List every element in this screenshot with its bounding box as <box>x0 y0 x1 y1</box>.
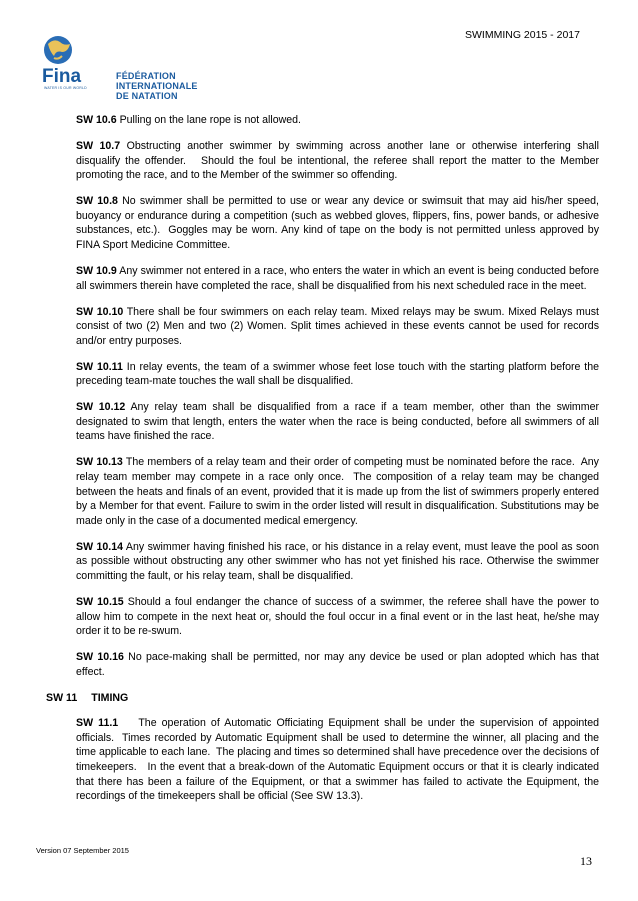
rule-text: Any swimmer having finished his race, or his distance in a relay event, must leave the pool as soon as possible without obstructing any other swimmer who has not yet finished his race. Otherwise the swimmer committing the fault, or his relay team, shall be disqualified. <box>76 540 602 582</box>
document-body <box>46 113 602 815</box>
rule-text: No pace-making shall be permitted, nor may any device be used or plan adopted which has that effect. <box>76 651 602 678</box>
section-title: TIMING <box>91 691 129 704</box>
rule-text: There shall be four swimmers on each relay team. Mixed relays may be swum. Mixed Relays must consist of two (2) Men and two (2) Women. Split times achieved in these events cannot be used for records and/or entry purposes. <box>76 305 602 347</box>
rule-paragraph <box>76 360 602 389</box>
rule-paragraph <box>76 139 602 183</box>
rule-id: SW 10.6 <box>76 114 117 126</box>
rule-text: Any relay team shall be disqualified from a race if a team member, other than the swimmer designated to swim that length, enters the water when the race is being conducted, before all swimmers of all teams have finished the race. <box>76 401 602 443</box>
rule-paragraph <box>76 650 602 679</box>
version-footer: Version 07 September 2015 <box>36 846 129 855</box>
rule-paragraph <box>76 716 602 804</box>
rule-paragraph <box>76 113 599 128</box>
fina-abbrev: Fina <box>42 66 82 87</box>
rule-text: Any swimmer not entered in a race, who enters the water in which an event is being conducted before all swimmers therein have completed the race, shall be disqualified from his next scheduled race in the meet. <box>76 264 602 292</box>
rule-id: SW 10.14 <box>76 540 124 553</box>
rule-paragraph <box>76 194 602 252</box>
logo-text: FÉDÉRATION INTERNATIONALE DE NATATION <box>116 71 198 101</box>
rule-paragraph <box>76 455 602 528</box>
rule-id: SW 10.16 <box>76 651 124 664</box>
rule-id: SW 11.1 <box>76 717 119 730</box>
rule-id: SW 10.7 <box>76 139 121 152</box>
rule-paragraph <box>76 305 602 349</box>
rule-id: SW 10.9 <box>76 264 117 277</box>
rule-id: SW 10.8 <box>76 195 118 208</box>
rule-text: No swimmer shall be permitted to use or wear any device or swimsuit that may aid his/her speed, buoyancy or endurance during a competition (such as webbed gloves, flippers, fins, power bands, or adhesive substances, etc.). Goggles may be worn. Any kind of tape on the body is not permitted unless approved by FINA Sport Medicine Committee. <box>76 195 602 251</box>
rule-id: SW 10.10 <box>76 305 124 318</box>
rule-paragraph <box>76 400 602 444</box>
rule-text: The members of a relay team and their order of competing must be nominated before the race. Any relay team member may compete in a race only once. The composition of a relay team may be changed between the heats and finals of an event, provided that it is made up from the list of swimmers properly entered by a Member for that event. Failure to swim in the order listed will result in disqualification. Substitutions may be made only in the case of a documented medical emergency. <box>76 456 602 527</box>
rule-id: SW 10.11 <box>76 360 123 373</box>
rule-id: SW 10.12 <box>76 401 126 414</box>
rule-paragraph <box>76 595 602 639</box>
page-number: 13 <box>580 854 592 868</box>
rule-text: Pulling on the lane rope is not allowed. <box>119 114 301 126</box>
rule-paragraph <box>76 540 602 584</box>
rule-text: Should a foul endanger the chance of success of a swimmer, the referee shall have the power to allow him to compete in the next heat or, should the foul occur in a final event or in the last heat, he/she may order it to be re-swum. <box>76 595 602 638</box>
running-title: SWIMMING 2015 - 2017 <box>465 29 580 41</box>
rule-id: SW 10.15 <box>76 595 124 608</box>
section-heading <box>46 691 569 706</box>
rule-text: In relay events, the team of a swimmer whose feet lose touch with the starting platform before the preceding team-mate touches the wall shall be disqualified. <box>76 360 602 388</box>
section-rules-list <box>76 716 602 804</box>
rule-text: The operation of Automatic Officiating Equipment shall be under the supervision of appointed officials. Times recorded by Automatic Equipment shall be used to determine the winner, all placing and the time applicable to each lane. The placing and times so determined shall have precedence over the decisions of timekeepers. In the event that a break-down of the Automatic Equipment occurs or that it is clearly indicated that there has been a failure of the Equipment, or that a swimmer has failed to activate the Equipment, the recordings of the timekeepers shall be official (See SW 13.3). <box>76 717 602 803</box>
rule-paragraph <box>76 264 602 293</box>
rule-id: SW 10.13 <box>76 456 123 469</box>
rule-text: Obstructing another swimmer by swimming across another lane or otherwise interfering shall disqualify the offender. Should the foul be intentional, the referee shall report the matter to the Member promoting the race, and to the Member of the swimmer so offending. <box>76 139 602 182</box>
logo-tagline: WATER IS OUR WORLD <box>44 86 87 90</box>
rules-list <box>76 113 602 679</box>
section-number: SW 11 <box>46 691 78 704</box>
